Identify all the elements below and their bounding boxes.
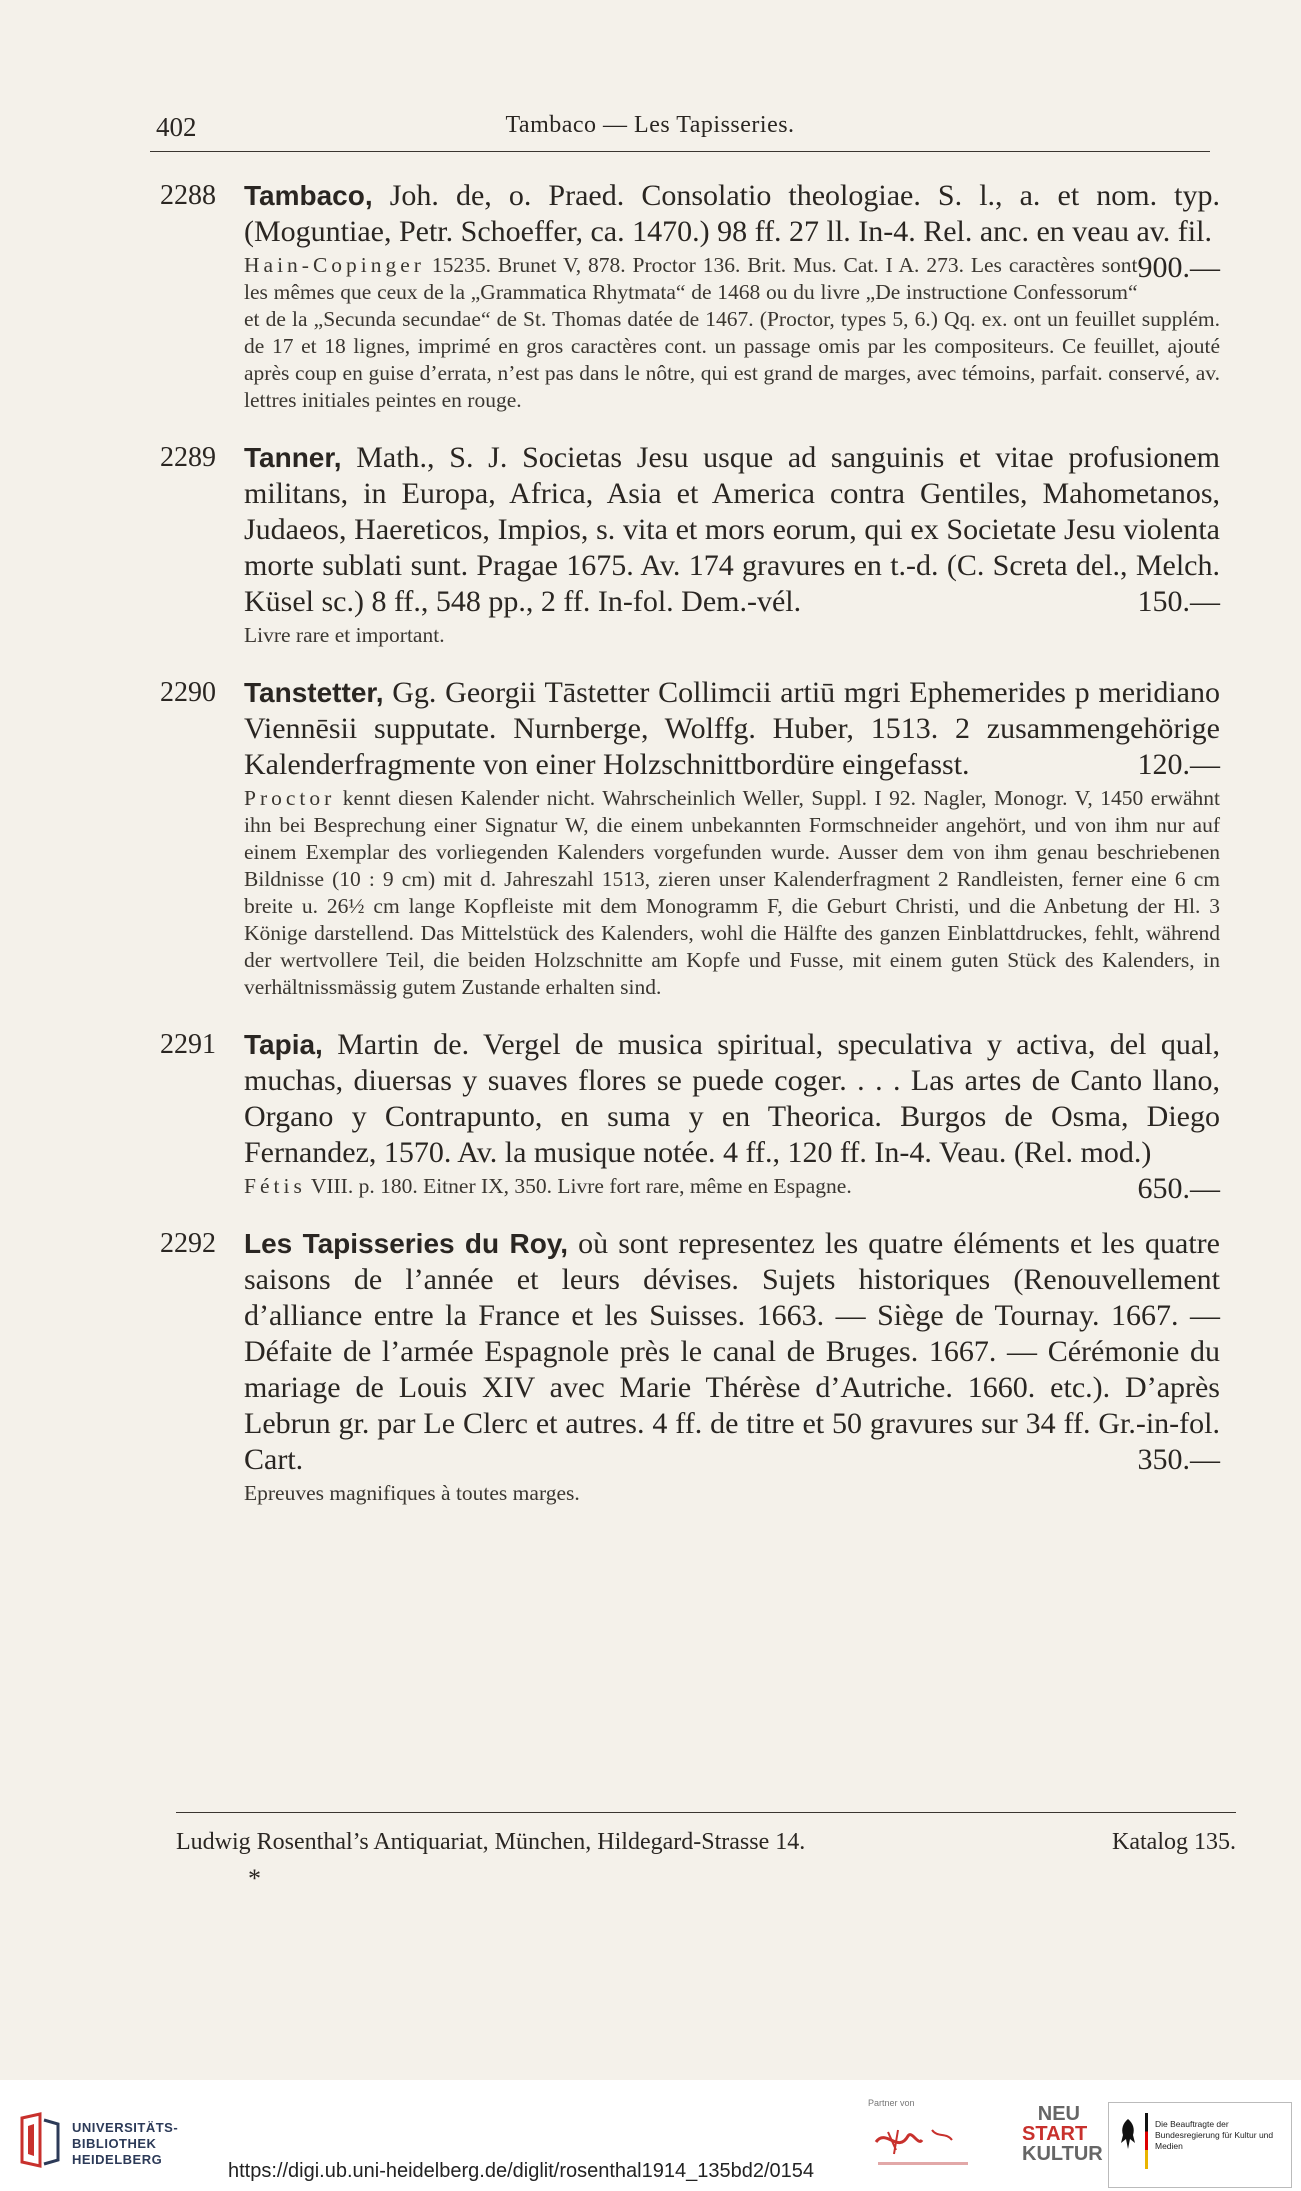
signature-mark: *	[248, 1864, 261, 1893]
entry-number: 2288	[160, 180, 216, 211]
neustart-line: KULTUR	[1022, 2143, 1103, 2165]
flag-stripe	[1145, 2113, 1148, 2169]
entry-text: Martin de. Vergel de musica spiritual, speculativa y activa, del qual, muchas, diuersas y suaves flores se puede coger. . . . Las artes de Canto llano, Organo y Contrapunto, en suma y en Theorica. Burgos de Osma, Diego Fernandez, 1570. Av. la musique notée. 4 ff., 120 ff. In-4. Veau. (Rel. mod.)	[244, 1028, 1220, 1169]
entry-number: 2291	[160, 1029, 216, 1060]
bkm-caption: Die Beauftragte der Bundesregierung für Kultur und Medien	[1155, 2119, 1274, 2151]
entry-price: 650.—	[1137, 1172, 1220, 1205]
header-rule	[150, 151, 1210, 152]
entry-note	[244, 1480, 1220, 1507]
note-text: 15235. Brunet V, 878. Proctor 136. Brit. Mus. Cat. I A. 273. Les caractères sont les mêmes que ceux de la „Grammatica Rhytmata“ de 1468 ou du livre „De instructione Confessorum“ et de la „Secunda secundae“ de St. Thomas datée de 1467. (Proctor, types 5, 6.) Qq. ex. ont un feuillet supplém. de 17 et 18 lignes, imprimé en gros caractères cont. un passage omis par les compositeurs. Ce feuillet, ajouté après coup en guise d’errata, n’est pas dans le nôtre, qui est grand de marges, avec témoins, parfait. conservé, av. lettres initiales peintes en rouge.	[244, 253, 1220, 412]
viewer-bottom-bar	[0, 2080, 1301, 2191]
entry-price: 150.—	[1137, 585, 1220, 618]
neustart-kultur-logo[interactable]	[1022, 2103, 1103, 2165]
entry-author: Tanner,	[244, 442, 342, 473]
page-url[interactable]: https://digi.ub.uni-heidelberg.de/diglit/rosenthal1914_135bd2/0154	[228, 2160, 815, 2182]
catalog-entry	[160, 440, 1220, 649]
entry-price: 120.—	[1137, 748, 1220, 781]
note-text: Epreuves magnifiques à toutes marges.	[244, 1481, 580, 1505]
note-reference: Hain-Copinger	[244, 253, 425, 277]
catalog-entries	[160, 178, 1220, 1533]
eagle-icon	[1119, 2117, 1137, 2151]
note-text: Livre rare et important.	[244, 623, 445, 647]
page-footer	[176, 1812, 1236, 1894]
federal-government-culture-logo[interactable]	[1108, 2102, 1292, 2188]
page-number: 402	[156, 112, 197, 142]
library-name-line: HEIDELBERG	[72, 2152, 163, 2167]
entry-text: Gg. Georgii Tāstetter Collimcii artiū mgri Ephemerides p meridiano Viennēsii supputate. Nurnberge, Wolffg. Huber, 1513. 2 zusammengehörige Kalenderfragmente von einer Holzschnittbordüre eingefasst.	[244, 676, 1220, 781]
library-name-line: BIBLIOTHEK	[72, 2136, 157, 2151]
note-reference: Fétis	[244, 1174, 306, 1198]
partner-label: Partner von	[868, 2098, 915, 2108]
entry-description	[244, 440, 1220, 620]
catalog-entry	[160, 1027, 1220, 1205]
entry-text: où sont representez les quatre éléments et les quatre saisons de l’année et leurs dévises. Sujets historiques (Renouvellement d’alliance entre la France et les Suisses. 1663. — Siège de Tournay. 1667. — Défaite de l’armée Espagnole près le canal de Bruges. 1667. — Cérémonie du mariage de Louis XIV avec Marie Thérèse d’Autriche. 1660. etc.). D’après Lebrun gr. par Le Clerc et autres. 4 ff. de titre et 50 gravures sur 34 ff. Gr.-in-fol. Cart.	[244, 1227, 1220, 1476]
entry-description	[244, 1226, 1220, 1478]
digital-library-partner-logo-icon[interactable]	[868, 2110, 988, 2180]
publisher-address: Ludwig Rosenthal’s Antiquariat, München, Hildegard-Strasse 14.	[176, 1829, 806, 1855]
footer-rule	[176, 1812, 1236, 1813]
university-library-logo-icon	[14, 2112, 64, 2168]
entry-number: 2289	[160, 442, 216, 473]
running-title: Tambaco — Les Tapisseries.	[505, 112, 795, 138]
entry-text: Joh. de, o. Praed. Consolatio theologiae. S. l., a. et nom. typ. (Moguntiae, Petr. Schoeffer, ca. 1470.) 98 ff. 27 ll. In-4. Rel. anc. en veau av. fil.	[244, 179, 1220, 248]
library-name-line: UNIVERSITÄTS-	[72, 2120, 179, 2135]
entry-author: Tapia,	[244, 1029, 323, 1060]
entry-description	[244, 675, 1220, 783]
note-text: kennt diesen Kalender nicht. Wahrscheinlich Weller, Suppl. I 92. Nagler, Monogr. V, 1450 erwähnt ihn bei Besprechung einer Signatur W, die einem unbekannten Formschneider angehört, und von ihm nur auf einem Exemplar des vorliegenden Kalenders vorgefunden wurde. Ausser dem von ihm genau beschriebenen Bildnisse (10 : 9 cm) mit d. Jahreszahl 1513, zieren unser Kalenderfragment 2 Randleisten, ferner eine 6 cm breite u. 26½ cm lange Kopfleiste mit dem Monogramm F, die Geburt Christi, und die Anbetung der Hl. 3 Könige darstellend. Das Mittelstück des Kalenders, wohl die Hälfte des ganzen Einblattdruckes, fehlt, während der wertvollere Teil, die beiden Holzschnitte am Kopfe und Fusse, mit einem guten Stück des Kalenders, in verhältnissmässig gutem Zustande erhalten sind.	[244, 786, 1220, 999]
entry-note	[244, 1173, 1220, 1200]
entry-note	[244, 252, 1220, 414]
entry-text: Math., S. J. Societas Jesu usque ad sanguinis et vitae profusionem militans, in Europa, Africa, Asia et America contra Gentiles, Mahometanos, Judaeos, Haereticos, Impios, s. vita et mors eorum, qui ex Societate Jesu violenta morte sublati sunt. Pragae 1675. Av. 174 gravures en t.-d. (C. Screta del., Melch. Küsel sc.) 8 ff., 548 pp., 2 ff. In-fol. Dem.-vél.	[244, 441, 1220, 618]
note-text: VIII. p. 180. Eitner IX, 350. Livre fort rare, même en Espagne.	[305, 1174, 852, 1198]
note-reference: Proctor	[244, 786, 336, 810]
entry-note	[244, 622, 1220, 649]
entry-price: 350.—	[1137, 1443, 1220, 1476]
neustart-line: START	[1022, 2123, 1088, 2145]
catalog-entry	[160, 675, 1220, 1001]
neustart-line: NEU	[1037, 2103, 1080, 2125]
university-library-name[interactable]	[72, 2120, 178, 2168]
catalog-entry	[160, 1226, 1220, 1507]
catalog-entry	[160, 178, 1220, 414]
entry-note	[244, 785, 1220, 1001]
entry-number: 2292	[160, 1228, 216, 1259]
entry-author: Les Tapisseries du Roy,	[244, 1228, 569, 1259]
entry-price: 900.—	[1137, 251, 1220, 284]
catalog-number: Katalog 135.	[1112, 1829, 1236, 1855]
running-head	[150, 108, 1210, 148]
footer-line	[176, 1829, 1236, 1856]
entry-author: Tambaco,	[244, 180, 373, 211]
entry-author: Tanstetter,	[244, 677, 384, 708]
entry-number: 2290	[160, 677, 216, 708]
